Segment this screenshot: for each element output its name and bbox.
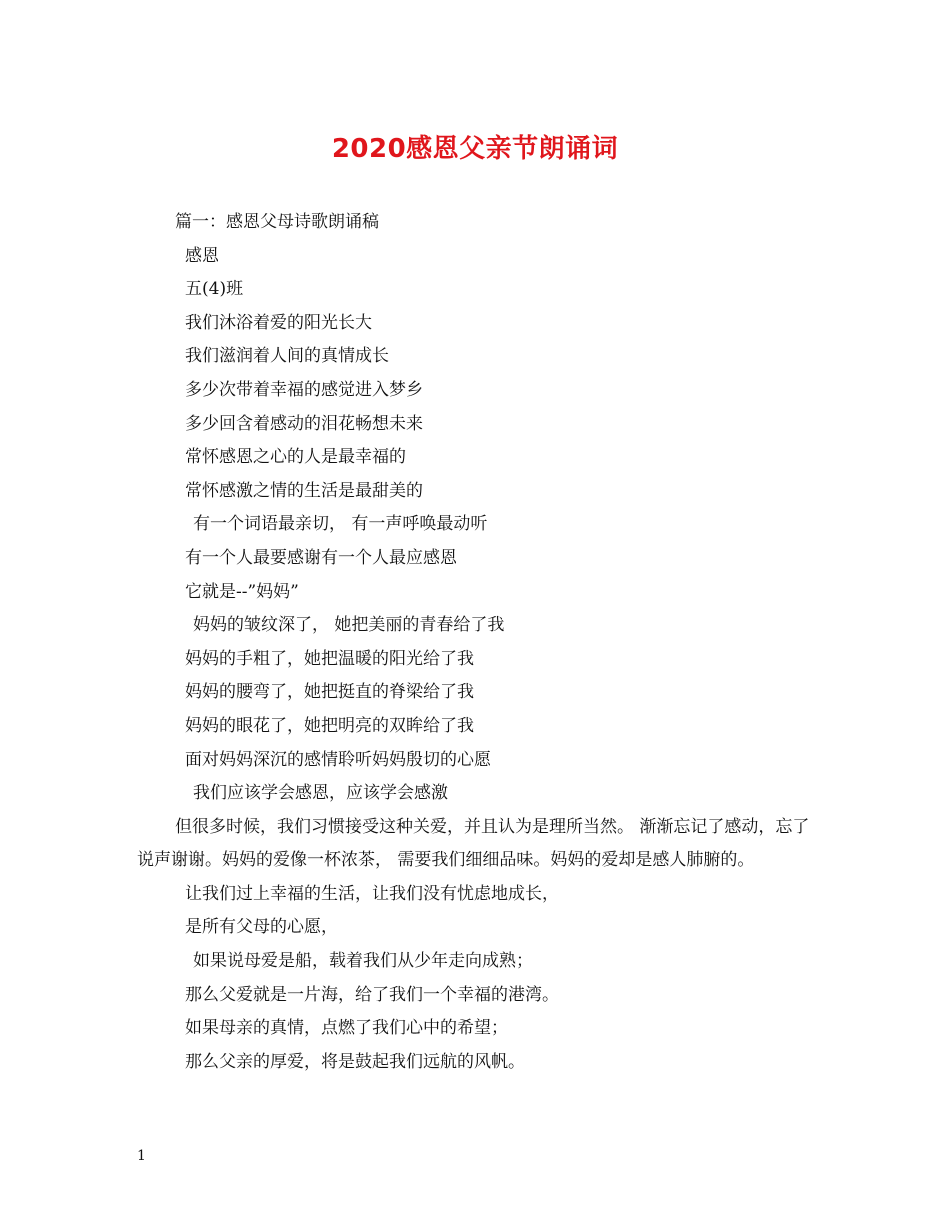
text-line: 如果母亲的真情，点燃了我们心中的希望； (185, 1018, 508, 1039)
text-line: 感恩 (185, 245, 219, 266)
text-line: 它就是--”妈妈” (185, 581, 299, 602)
text-line: 妈妈的手粗了，她把温暖的阳光给了我 (185, 648, 474, 669)
text-line: 常怀感激之情的生活是最甜美的 (185, 480, 423, 501)
text-line: 我们应该学会感恩，应该学会感激 (193, 783, 448, 804)
poem-section-1 (137, 206, 817, 811)
text-line: 有一个词语最亲切， 有一声呼唤最动听 (193, 514, 488, 535)
text-line: 妈妈的眼花了，她把明亮的双眸给了我 (185, 715, 474, 736)
text-line: 面对妈妈深沉的感情聆听妈妈殷切的心愿 (185, 749, 491, 770)
poem-section-2 (137, 878, 817, 1080)
text-line: 多少回含着感动的泪花畅想未来 (185, 413, 423, 434)
text-line: 篇一：感恩父母诗歌朗诵稿 (175, 212, 379, 232)
text-line: 有一个人最要感谢有一个人最应感恩 (185, 547, 457, 568)
document-body (137, 206, 817, 1079)
page-number: 1 (137, 1148, 146, 1164)
text-line: 妈妈的腰弯了，她把挺直的脊梁给了我 (185, 682, 474, 703)
body-paragraph (137, 811, 817, 878)
text-line: 妈妈的皱纹深了， 她把美丽的青春给了我 (193, 615, 505, 636)
text-line: 多少次带着幸福的感觉进入梦乡 (185, 379, 423, 400)
text-line: 我们沐浴着爱的阳光长大 (185, 312, 372, 333)
document-title: 2020感恩父亲节朗诵词 (331, 134, 619, 164)
text-line: 常怀感恩之心的人是最幸福的 (185, 447, 406, 468)
paragraph-text: 但很多时候，我们习惯接受这种关爱，并且认为是理所当然。 渐渐忘记了感动，忘了说声谢谢。妈妈的爱像一杯浓茶， 需要我们细细品味。妈妈的爱却是感人肺腑的。 (137, 816, 810, 871)
text-line: 那么父亲的厚爱，将是鼓起我们远航的风帆。 (185, 1051, 525, 1072)
text-line: 我们滋润着人间的真情成长 (185, 346, 389, 367)
text-line: 如果说母爱是船，载着我们从少年走向成熟； (193, 951, 533, 972)
text-line: 五(4)班 (185, 279, 244, 300)
text-line: 是所有父母的心愿， (185, 917, 338, 938)
text-line: 让我们过上幸福的生活，让我们没有忧虑地成长， (185, 883, 559, 904)
text-line: 那么父爱就是一片海，给了我们一个幸福的港湾。 (185, 984, 559, 1005)
